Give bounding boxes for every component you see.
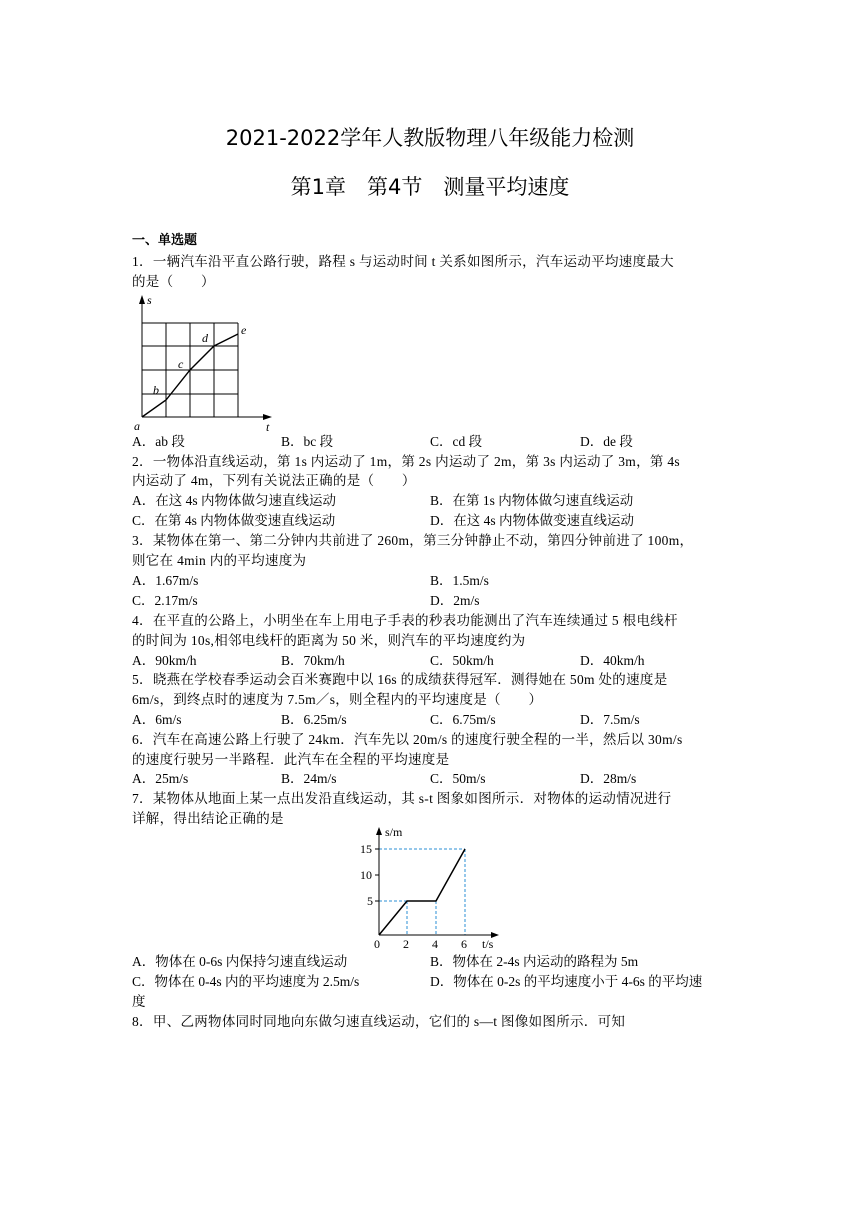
chapter-subtitle: 第1章 第4节 测量平均速度 xyxy=(290,175,570,199)
q1-point-c: c xyxy=(178,357,184,371)
section-heading: 一、单选题 xyxy=(132,233,198,248)
q7-option-d[interactable]: D．物体在 0-2s 的平均速度小于 4-6s 的平均速 xyxy=(430,974,703,989)
q1-axis-t: t xyxy=(266,420,270,434)
q6-option-a[interactable]: A．25m/s xyxy=(132,771,189,786)
q6-option-d[interactable]: D．28m/s xyxy=(580,771,637,786)
q7-stem-line2: 详解，得出结论正确的是 xyxy=(132,811,284,826)
q5-option-c[interactable]: C．6.75m/s xyxy=(430,712,496,727)
q5-stem-line1: 5．晓燕在学校春季运动会百米赛跑中以 16s 的成绩获得冠军．测得她在 50m 处的速度是 xyxy=(132,672,668,687)
q3-option-a[interactable]: A．1.67m/s xyxy=(132,573,199,588)
q5-option-b[interactable]: B．6.25m/s xyxy=(281,712,347,727)
q7-xtick-6: 6 xyxy=(461,937,467,951)
q3-stem-line2: 则它在 4min 内的平均速度为 xyxy=(132,553,307,568)
q1-st-figure xyxy=(122,290,282,438)
q6-option-b[interactable]: B．24m/s xyxy=(281,771,337,786)
q1-point-d: d xyxy=(202,331,208,345)
q6-option-c[interactable]: C．50m/s xyxy=(430,771,486,786)
q5-stem-line2: 6m/s，到终点时的速度为 7.5m／s，则全程内的平均速度是（ ） xyxy=(132,692,543,707)
q2-stem-line2: 内运动了 4m，下列有关说法正确的是（ ） xyxy=(132,473,416,488)
document-title: 2021-2022学年人教版物理八年级能力检测 xyxy=(225,126,635,150)
q7-xtick-2: 2 xyxy=(403,937,409,951)
q3-option-d[interactable]: D．2m/s xyxy=(430,593,480,608)
q7-ytick-5: 5 xyxy=(367,894,373,908)
q7-xtick-0: 0 xyxy=(374,937,380,951)
q7-xlabel: t/s xyxy=(482,937,494,951)
q2-option-c[interactable]: C．在第 4s 内物体做变速直线运动 xyxy=(132,513,336,528)
q1-option-b[interactable]: B．bc 段 xyxy=(281,434,334,449)
q1-option-d[interactable]: D．de 段 xyxy=(580,434,633,449)
q7-option-a[interactable]: A．物体在 0-6s 内保持匀速直线运动 xyxy=(132,954,348,969)
q2-option-b[interactable]: B．在第 1s 内物体做匀速直线运动 xyxy=(430,493,634,508)
q6-stem-line1: 6．汽车在高速公路上行驶了 24km．汽车先以 20m/s 的速度行驶全程的一半，然后以 30m/s xyxy=(132,732,683,747)
q4-stem-line2: 的时间为 10s,相邻电线杆的距离为 50 米，则汽车的平均速度约为 xyxy=(132,633,526,648)
q5-option-a[interactable]: A．6m/s xyxy=(132,712,182,727)
q1-axis-s: s xyxy=(147,293,152,307)
q7-xtick-4: 4 xyxy=(432,937,438,951)
q7-option-c[interactable]: C．物体在 0-4s 内的平均速度为 2.5m/s xyxy=(132,974,360,989)
q1-option-c[interactable]: C．cd 段 xyxy=(430,434,483,449)
q1-stem-line2: 的是（ ） xyxy=(132,274,215,289)
q4-option-a[interactable]: A．90km/h xyxy=(132,653,197,668)
q1-point-e: e xyxy=(241,323,247,337)
q7-option-b[interactable]: B．物体在 2-4s 内运动的路程为 5m xyxy=(430,954,639,969)
q1-point-b: b xyxy=(153,383,159,397)
q8-stem-line1: 8．甲、乙两物体同时同地向东做匀速直线运动，它们的 s—t 图像如图所示．可知 xyxy=(132,1014,626,1029)
q2-option-d[interactable]: D．在这 4s 内物体做变速直线运动 xyxy=(430,513,635,528)
q3-option-b[interactable]: B．1.5m/s xyxy=(430,573,489,588)
q1-option-a[interactable]: A．ab 段 xyxy=(132,434,185,449)
q1-stem-line1: 1．一辆汽车沿平直公路行驶，路程 s 与运动时间 t 关系如图所示，汽车运动平均速度最大 xyxy=(132,254,674,269)
q2-stem-line1: 2．一物体沿直线运动，第 1s 内运动了 1m，第 2s 内运动了 2m，第 3s 内运动了 3m，第 4s xyxy=(132,454,680,469)
q4-option-d[interactable]: D．40km/h xyxy=(580,653,645,668)
q1-point-a: a xyxy=(134,419,140,433)
q7-ytick-10: 10 xyxy=(360,868,372,882)
q4-stem-line1: 4．在平直的公路上，小明坐在车上用电子手表的秒表功能测出了汽车连续通过 5 根电线杆 xyxy=(132,613,678,628)
q3-option-c[interactable]: C．2.17m/s xyxy=(132,593,198,608)
q7-ytick-15: 15 xyxy=(360,842,372,856)
q4-option-b[interactable]: B．70km/h xyxy=(281,653,345,668)
q7-option-d-wrap: 度 xyxy=(132,994,146,1009)
q7-stem-line1: 7．某物体从地面上某一点出发沿直线运动，其 s-t 图象如图所示．对物体的运动情况进行 xyxy=(132,791,672,806)
q4-option-c[interactable]: C．50km/h xyxy=(430,653,494,668)
q5-option-d[interactable]: D．7.5m/s xyxy=(580,712,640,727)
q2-option-a[interactable]: A．在这 4s 内物体做匀速直线运动 xyxy=(132,493,337,508)
q6-stem-line2: 的速度行驶另一半路程．此汽车在全程的平均速度是 xyxy=(132,752,450,767)
q7-ylabel: s/m xyxy=(385,825,403,839)
q7-st-figure xyxy=(355,822,515,952)
q3-stem-line1: 3．某物体在第一、第二分钟内共前进了 260m，第三分钟静止不动，第四分钟前进了 100m， xyxy=(132,533,694,548)
